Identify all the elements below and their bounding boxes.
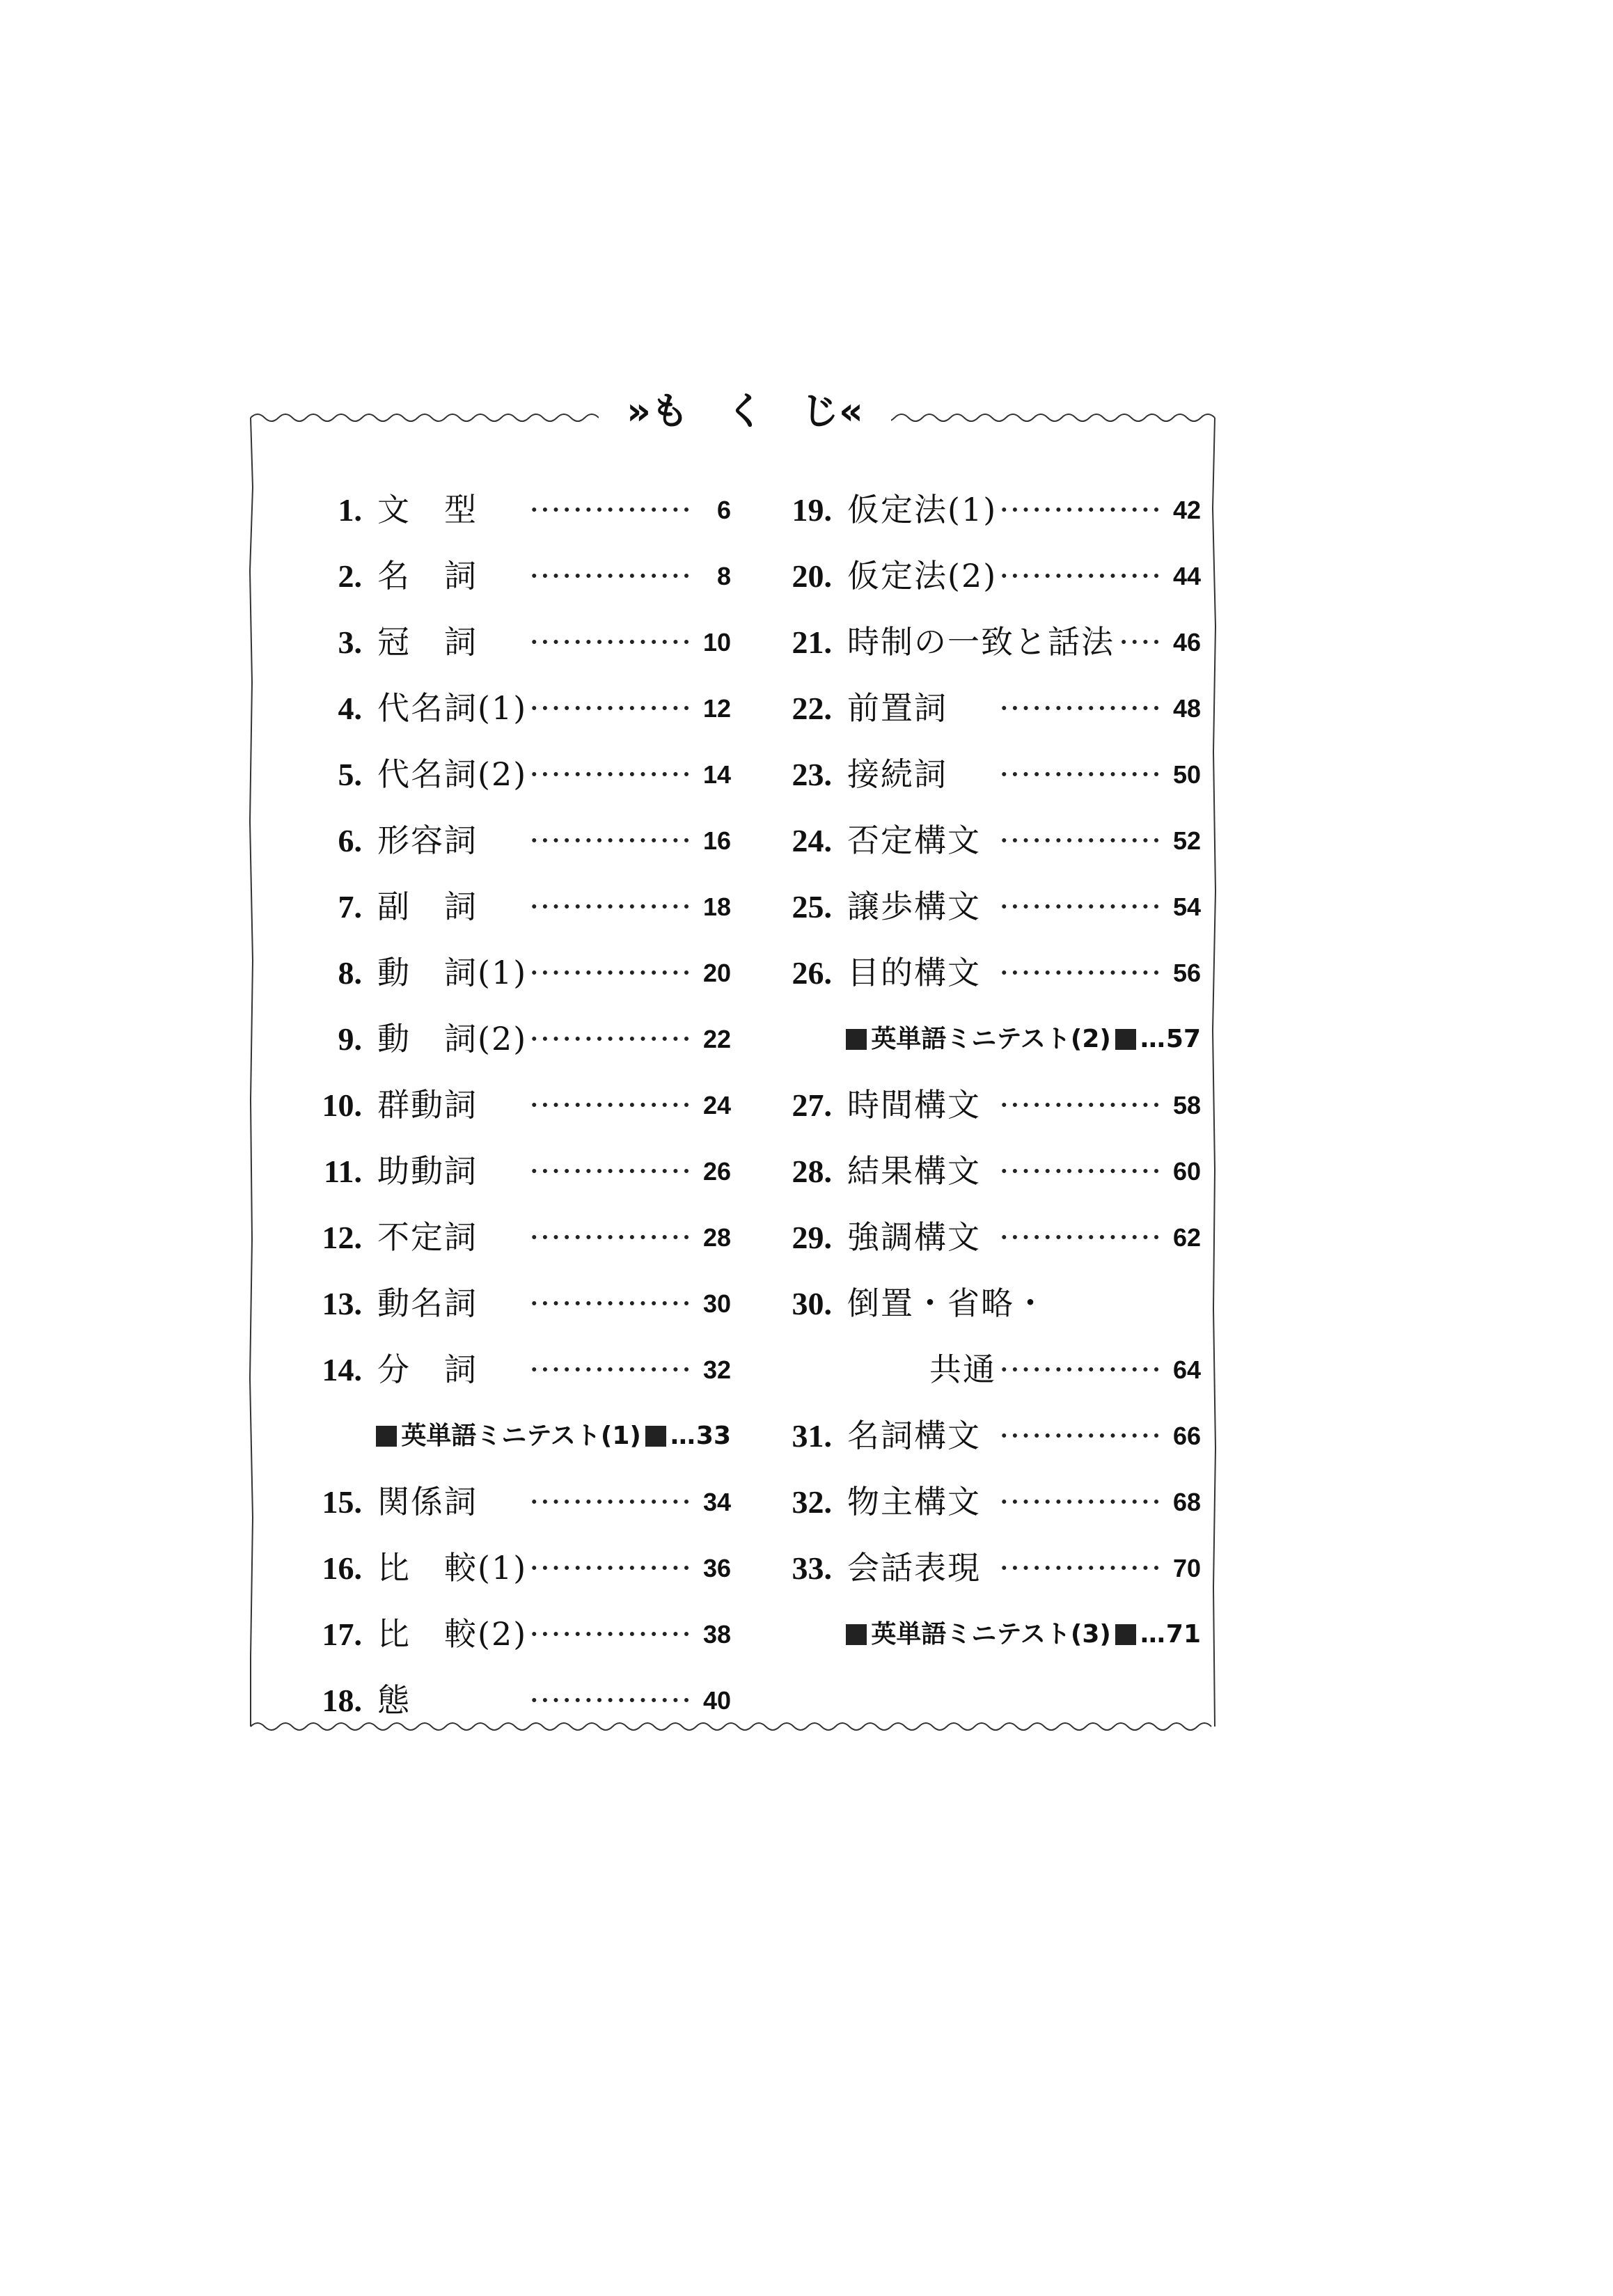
chapter-title: 結果構文 bbox=[847, 1152, 985, 1190]
page-number: 14 bbox=[702, 760, 731, 789]
chapter-title-wrap bbox=[832, 1138, 1163, 1204]
page-number: 56 bbox=[1172, 959, 1201, 987]
page-number: 54 bbox=[1172, 893, 1201, 921]
page-number: 68 bbox=[1172, 1488, 1201, 1516]
chapter-title: 群動詞 bbox=[377, 1086, 482, 1124]
page-title: »も く じ« bbox=[599, 387, 891, 436]
page-number: 33 bbox=[695, 1422, 731, 1450]
chapter-title-wrap bbox=[362, 1072, 693, 1138]
page-number: 30 bbox=[702, 1289, 731, 1318]
chapter-title-wrap bbox=[362, 808, 693, 874]
square-icon bbox=[645, 1426, 666, 1447]
page-number: 34 bbox=[702, 1488, 731, 1516]
chapter-title-wrap bbox=[362, 1667, 693, 1733]
chapter-number: 8. bbox=[338, 955, 362, 991]
chapter-number: 32. bbox=[792, 1484, 832, 1520]
page-number: 62 bbox=[1172, 1223, 1201, 1252]
toc-entry[interactable] bbox=[755, 1469, 1201, 1535]
chapter-title-wrap bbox=[832, 1204, 1163, 1271]
chapter-title: 副 詞 bbox=[377, 888, 482, 925]
chapter-title-wrap bbox=[832, 1469, 1163, 1535]
square-icon bbox=[376, 1426, 397, 1447]
chapter-number: 29. bbox=[792, 1220, 832, 1255]
chapter-title-wrap bbox=[832, 940, 1163, 1006]
chapter-title: 比 較(2) bbox=[377, 1615, 531, 1653]
chapter-title-wrap bbox=[362, 940, 693, 1006]
chapter-number: 31. bbox=[792, 1418, 832, 1454]
toc-entry[interactable] bbox=[285, 609, 731, 675]
chapter-title: 文 型 bbox=[377, 491, 482, 528]
chapter-title-wrap bbox=[832, 1535, 1163, 1601]
toc-entry[interactable] bbox=[755, 1138, 1201, 1204]
page-number: 18 bbox=[702, 893, 731, 921]
leader-dots: … bbox=[670, 1422, 696, 1450]
chapter-title: 共通 bbox=[929, 1351, 1000, 1388]
chapter-title: 目的構文 bbox=[847, 954, 985, 991]
toc-entry[interactable] bbox=[755, 543, 1201, 609]
chapter-number: 33. bbox=[792, 1550, 832, 1586]
page-number: 36 bbox=[702, 1554, 731, 1582]
toc-entry[interactable] bbox=[285, 1006, 731, 1072]
toc-entry[interactable] bbox=[285, 874, 731, 940]
mini-test-label: 英単語ミニテスト(1) bbox=[401, 1422, 641, 1450]
toc-entry[interactable] bbox=[755, 1403, 1201, 1469]
chapter-title: 代名詞(2) bbox=[377, 755, 531, 793]
chapter-number: 28. bbox=[792, 1154, 832, 1189]
chapter-title-wrap bbox=[362, 741, 693, 808]
chapter-title: 代名詞(1) bbox=[377, 689, 531, 727]
chapter-number: 9. bbox=[338, 1021, 362, 1057]
chapter-title-wrap bbox=[832, 741, 1163, 808]
mini-test-entry bbox=[755, 1006, 1201, 1072]
chapter-number: 3. bbox=[338, 624, 362, 660]
toc-entry[interactable] bbox=[755, 874, 1201, 940]
page-number: 48 bbox=[1172, 694, 1201, 723]
chapter-number: 7. bbox=[338, 889, 362, 925]
chapter-title-wrap bbox=[362, 1271, 693, 1337]
chapter-title-wrap bbox=[362, 1337, 693, 1403]
chapter-title: 強調構文 bbox=[847, 1218, 985, 1256]
chapter-title: 関係詞 bbox=[377, 1483, 482, 1520]
chapter-title: 会話表現 bbox=[847, 1549, 985, 1587]
page-number: 46 bbox=[1172, 628, 1201, 656]
chapter-number: 10. bbox=[322, 1087, 362, 1123]
chapter-title-wrap bbox=[362, 477, 693, 543]
toc-entry[interactable] bbox=[755, 1204, 1201, 1271]
chapter-title-wrap bbox=[832, 1271, 1163, 1337]
page-number: 8 bbox=[716, 562, 731, 590]
toc-entry[interactable] bbox=[285, 543, 731, 609]
chapter-number: 1. bbox=[338, 492, 362, 528]
page-number: 52 bbox=[1172, 826, 1201, 855]
square-icon bbox=[1115, 1624, 1136, 1645]
toc-entry[interactable] bbox=[285, 1535, 731, 1601]
toc-entry[interactable] bbox=[285, 1601, 731, 1667]
chapter-title: 動名詞 bbox=[377, 1284, 482, 1322]
toc-entry[interactable] bbox=[755, 808, 1201, 874]
chapter-title: 前置詞 bbox=[847, 689, 952, 727]
toc-entry[interactable] bbox=[285, 1469, 731, 1535]
toc-entry[interactable] bbox=[755, 741, 1201, 808]
page-number: 57 bbox=[1165, 1025, 1201, 1053]
chapter-number: 17. bbox=[322, 1617, 362, 1652]
page-number: 24 bbox=[702, 1091, 731, 1119]
square-icon bbox=[846, 1624, 867, 1645]
chapter-title-wrap bbox=[832, 675, 1163, 741]
chapter-title-wrap bbox=[832, 1072, 1163, 1138]
chapter-number: 22. bbox=[792, 691, 832, 726]
page-number: 42 bbox=[1172, 496, 1201, 524]
chapter-title-wrap bbox=[832, 874, 1163, 940]
page-number: 40 bbox=[702, 1686, 731, 1715]
chapter-number: 15. bbox=[322, 1484, 362, 1520]
chapter-title: 比 較(1) bbox=[377, 1549, 531, 1587]
page-number: 66 bbox=[1172, 1422, 1201, 1450]
chapter-title-wrap bbox=[832, 808, 1163, 874]
chapter-number: 30. bbox=[792, 1286, 832, 1321]
chapter-title: 冠 詞 bbox=[377, 623, 482, 661]
square-icon bbox=[846, 1029, 867, 1050]
page-number: 44 bbox=[1172, 562, 1201, 590]
chapter-number: 25. bbox=[792, 889, 832, 925]
toc-entry[interactable] bbox=[285, 940, 731, 1006]
chapter-title: 動 詞(2) bbox=[377, 1020, 531, 1057]
chapter-title-wrap bbox=[362, 1138, 693, 1204]
toc-entry[interactable] bbox=[755, 1535, 1201, 1601]
page-number: 28 bbox=[702, 1223, 731, 1252]
chapter-number: 16. bbox=[322, 1550, 362, 1586]
chapter-number: 20. bbox=[792, 558, 832, 594]
chapter-title: 分 詞 bbox=[377, 1351, 482, 1388]
page-number: 22 bbox=[702, 1025, 731, 1053]
mini-test-entry bbox=[755, 1601, 1201, 1667]
toc-entry[interactable] bbox=[285, 477, 731, 543]
toc-entry[interactable] bbox=[755, 1271, 1201, 1337]
chapter-title: 名 詞 bbox=[377, 557, 482, 595]
chapter-number: 14. bbox=[322, 1352, 362, 1387]
toc-entry[interactable] bbox=[285, 1271, 731, 1337]
chapter-number: 2. bbox=[338, 558, 362, 594]
chapter-number: 6. bbox=[338, 823, 362, 858]
page-number: 60 bbox=[1172, 1157, 1201, 1186]
chapter-number: 18. bbox=[322, 1683, 362, 1718]
page-number: 64 bbox=[1172, 1355, 1201, 1384]
toc-entry[interactable] bbox=[285, 675, 731, 741]
chapter-title: 助動詞 bbox=[377, 1152, 482, 1190]
toc-entry[interactable] bbox=[285, 808, 731, 874]
chapter-title: 譲歩構文 bbox=[847, 888, 985, 925]
chapter-number: 21. bbox=[792, 624, 832, 660]
toc-entry[interactable] bbox=[755, 609, 1201, 675]
chapter-title-wrap bbox=[832, 609, 1163, 675]
chapter-title-wrap bbox=[362, 1601, 693, 1667]
chapter-title: 形容詞 bbox=[377, 821, 482, 859]
square-icon bbox=[1115, 1029, 1136, 1050]
toc-entry[interactable] bbox=[285, 1072, 731, 1138]
chapter-title-wrap bbox=[362, 1535, 693, 1601]
chapter-title: 不定詞 bbox=[377, 1218, 482, 1256]
chapter-title-wrap bbox=[832, 477, 1163, 543]
toc-entry[interactable] bbox=[285, 1337, 731, 1403]
chapter-title-wrap bbox=[362, 874, 693, 940]
page-number: 50 bbox=[1172, 760, 1201, 789]
toc-entry[interactable] bbox=[285, 1138, 731, 1204]
chapter-title: 物主構文 bbox=[847, 1483, 985, 1520]
chapter-title: 接続詞 bbox=[847, 755, 952, 793]
page-number: 26 bbox=[702, 1157, 731, 1186]
toc-entry[interactable] bbox=[755, 1337, 1201, 1403]
page-number: 70 bbox=[1172, 1554, 1201, 1582]
chapter-number: 13. bbox=[322, 1286, 362, 1321]
page-number: 6 bbox=[716, 496, 731, 524]
chapter-title: 動 詞(1) bbox=[377, 954, 531, 991]
toc-entry[interactable] bbox=[755, 675, 1201, 741]
page-number: 32 bbox=[702, 1355, 731, 1384]
chapter-title: 態 bbox=[377, 1681, 415, 1719]
toc-entry[interactable] bbox=[755, 477, 1201, 543]
toc-entry[interactable] bbox=[285, 741, 731, 808]
page-number: 20 bbox=[702, 959, 731, 987]
toc-entry[interactable] bbox=[285, 1204, 731, 1271]
mini-test-label: 英単語ミニテスト(3) bbox=[871, 1620, 1111, 1649]
toc-entry[interactable] bbox=[755, 940, 1201, 1006]
page-number: 58 bbox=[1172, 1091, 1201, 1119]
toc-right-column bbox=[755, 477, 1201, 1667]
page-number: 12 bbox=[702, 694, 731, 723]
chapter-number: 5. bbox=[338, 757, 362, 792]
page-number: 16 bbox=[702, 826, 731, 855]
chapter-title: 仮定法(2) bbox=[847, 557, 1001, 595]
page-number: 10 bbox=[702, 628, 731, 656]
chapter-title-wrap bbox=[362, 1006, 693, 1072]
mini-test-entry bbox=[285, 1403, 731, 1469]
chapter-title-wrap bbox=[362, 543, 693, 609]
leader-dots: … bbox=[1140, 1025, 1166, 1053]
chapter-title-wrap bbox=[832, 543, 1163, 609]
chapter-title: 倒置・省略・ bbox=[847, 1284, 1052, 1322]
chapter-title: 時制の一致と話法 bbox=[847, 623, 1119, 661]
chapter-number: 24. bbox=[792, 823, 832, 858]
chapter-number: 12. bbox=[322, 1220, 362, 1255]
chapter-title-wrap bbox=[362, 1204, 693, 1271]
mini-test-label: 英単語ミニテスト(2) bbox=[871, 1025, 1111, 1053]
chapter-number: 27. bbox=[792, 1087, 832, 1123]
toc-left-column bbox=[285, 477, 731, 1733]
chapter-title-wrap bbox=[832, 1337, 1163, 1403]
leader-dots: … bbox=[1140, 1620, 1166, 1649]
chapter-title: 否定構文 bbox=[847, 821, 985, 859]
chapter-number: 19. bbox=[792, 492, 832, 528]
chapter-number: 4. bbox=[338, 691, 362, 726]
chapter-title-wrap bbox=[362, 609, 693, 675]
chapter-title-wrap bbox=[362, 1469, 693, 1535]
chapter-title: 仮定法(1) bbox=[847, 491, 1001, 528]
chapter-title-wrap bbox=[832, 1403, 1163, 1469]
chapter-number: 11. bbox=[324, 1154, 362, 1189]
toc-entry[interactable] bbox=[755, 1072, 1201, 1138]
page-number: 71 bbox=[1165, 1620, 1201, 1649]
chapter-title: 名詞構文 bbox=[847, 1417, 985, 1454]
chapter-number: 26. bbox=[792, 955, 832, 991]
chapter-number: 23. bbox=[792, 757, 832, 792]
page-number: 38 bbox=[702, 1620, 731, 1649]
chapter-title-wrap bbox=[362, 675, 693, 741]
chapter-title: 時間構文 bbox=[847, 1086, 985, 1124]
toc-entry[interactable] bbox=[285, 1667, 731, 1733]
